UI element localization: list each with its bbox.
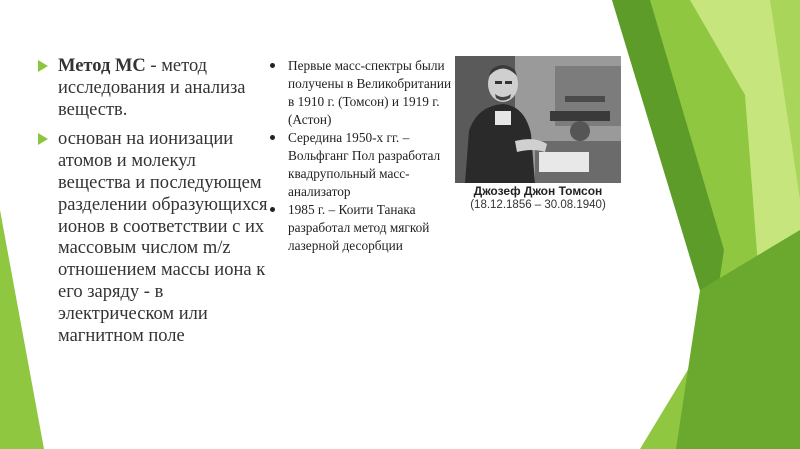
arrow-bullet-icon	[38, 60, 48, 72]
history-text: Середина 1950-х гг. – Вольфганг Пол разработал квадрупольный масс-анализатор	[288, 130, 441, 199]
portrait-name: Джозеф Джон Томсон	[473, 184, 603, 198]
history-item	[268, 57, 453, 129]
history-text: 1985 г. – Коити Танака разработал метод мягкой лазерной десорбции	[288, 202, 430, 253]
portrait-photo	[455, 56, 621, 183]
history-text: Первые масс-спектры были получены в Великобритании в 1910 г. (Томсон) и 1919 г. (Астон)	[288, 58, 452, 127]
dot-bullet-icon	[270, 63, 275, 68]
arrow-bullet-icon	[38, 133, 48, 145]
history-item	[268, 201, 453, 255]
principle-text: основан на ионизации атомов и молекул вещества и последующем разделении образующихся ионов в соответствии с их массовым числом m/z отношением массы иона к его заряду - в электрическом или магнитном поле	[58, 129, 268, 346]
portrait-dates: (18.12.1856 – 30.08.1940)	[470, 199, 606, 211]
definition-list	[36, 56, 271, 347]
term-bold: Метод МС	[58, 56, 146, 76]
history-item	[268, 129, 453, 201]
definition-bullet	[36, 56, 271, 121]
term-definition: - метод исследования и анализа веществ.	[58, 56, 246, 120]
dot-bullet-icon	[270, 135, 275, 140]
portrait-illustration	[455, 56, 621, 183]
dot-bullet-icon	[270, 207, 275, 212]
history-list	[268, 57, 453, 255]
principle-bullet	[36, 129, 271, 347]
